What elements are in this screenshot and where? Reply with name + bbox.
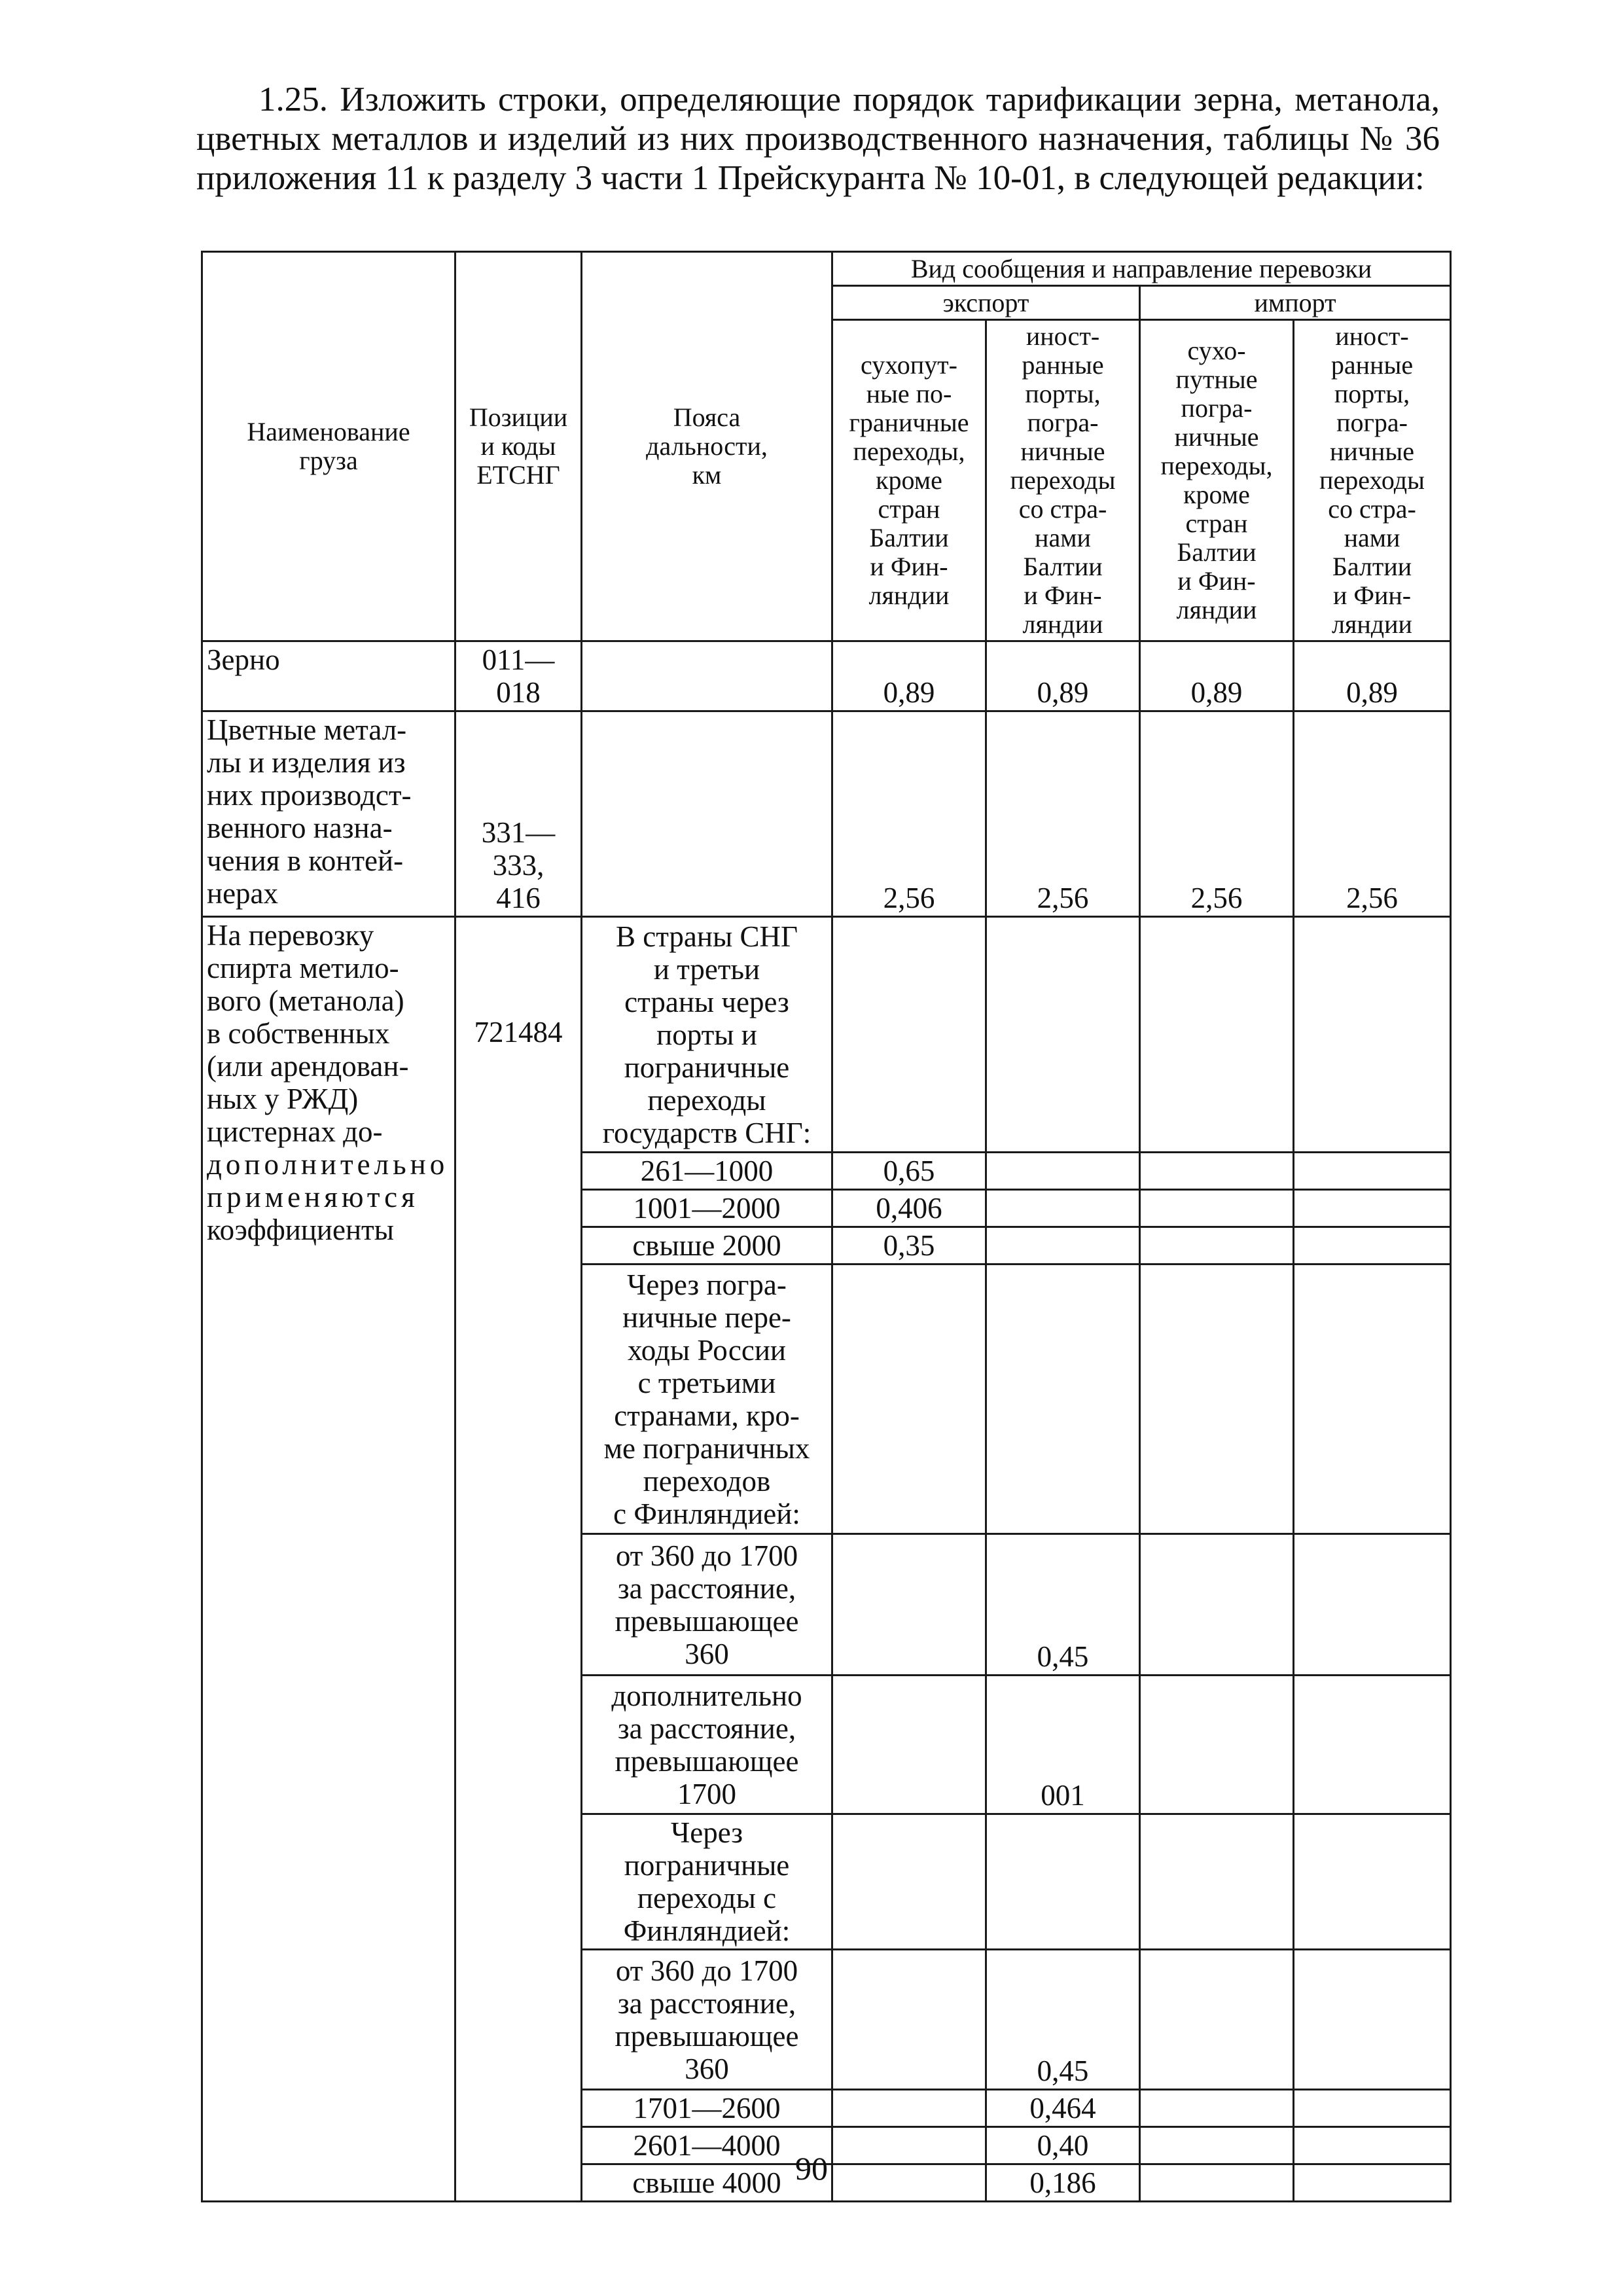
cargo-methanol-text-spaced: дополнительно применяются [207,1148,449,1213]
page-number: 90 [795,2150,828,2187]
value-metals-1: 2,56 [832,711,986,917]
cargo-metals: Цветные метал- лы и изделия из них производст- венного назна- чения в контей- нерах [202,711,455,917]
zone-row-9: свыше 4000 [582,2164,832,2202]
zone-finland-heading: Через пограничные переходы с Финляндией: [582,1814,832,1950]
empty-cell [832,1265,986,1534]
header-import-land: сухо- путные погра- ничные переходы, кроме стран Балтии и Фин- ляндии [1140,320,1294,641]
codes-methanol: 721484 [455,917,582,2202]
zone-row-2: 1001—2000 [582,1190,832,1227]
value-row-5: 001 [986,1676,1140,1814]
empty-cell [1294,2090,1451,2127]
empty-cell [1140,1814,1294,1950]
empty-cell [832,1950,986,2090]
zone-row-4: от 360 до 1700 за расстояние, превышающее 360 [582,1534,832,1676]
empty-cell [832,1534,986,1676]
empty-cell [1140,1534,1294,1676]
value-metals-4: 2,56 [1294,711,1451,917]
header-zones: Пояса дальности, км [582,252,832,641]
empty-cell [1294,1814,1451,1950]
zone-row-3: свыше 2000 [582,1227,832,1265]
cargo-grain: Зерно [202,641,455,711]
empty-cell [1294,1265,1451,1534]
empty-cell [832,917,986,1153]
header-codes: Позиции и коды ЕТСНГ [455,252,582,641]
value-row-3: 0,35 [832,1227,986,1265]
empty-cell [986,1814,1140,1950]
value-grain-1: 0,89 [832,641,986,711]
value-grain-4: 0,89 [1294,641,1451,711]
empty-cell [986,1265,1140,1534]
empty-cell [1140,1950,1294,2090]
value-row-8: 0,40 [986,2127,1140,2164]
empty-cell [1294,1676,1451,1814]
empty-cell [832,1814,986,1950]
value-row-6: 0,45 [986,1950,1140,2090]
header-shipment-type: Вид сообщения и направление перевозки [832,252,1451,286]
empty-cell [1140,1190,1294,1227]
value-metals-3: 2,56 [1140,711,1294,917]
intro-paragraph: 1.25. Изложить строки, определяющие порядок тарификации зерна, метанола, цветных металлов и изделий из них производственного назначения, таблицы № 36 приложения 11 к разделу 3 части 1 Прейскуранта № 10-01, в следующей редакции: [196,81,1440,197]
cargo-methanol-text: На перевозку спирта метило- вого (метанола) в собственных (или арендован- ных у РЖД) цистернах до- [207,919,409,1148]
value-row-7: 0,464 [986,2090,1140,2127]
header-cargo: Наименование груза [202,252,455,641]
header-import: импорт [1140,286,1451,320]
zone-row-7: 1701—2600 [582,2090,832,2127]
codes-metals: 331— 333, 416 [455,711,582,917]
empty-cell [832,2090,986,2127]
empty-cell [1140,1227,1294,1265]
value-row-2: 0,406 [832,1190,986,1227]
value-grain-3: 0,89 [1140,641,1294,711]
header-export-land: сухопут- ные по- граничные переходы, кроме стран Балтии и Фин- ляндии [832,320,986,641]
zone-row-6: от 360 до 1700 за расстояние, превышающее 360 [582,1950,832,2090]
zone-row-5: дополнительно за расстояние, превышающее 1700 [582,1676,832,1814]
value-row-1: 0,65 [832,1153,986,1190]
codes-grain: 011— 018 [455,641,582,711]
empty-cell [986,1190,1140,1227]
zone-cis-heading: В страны СНГ и третьи страны через порты и пограничные переходы государств СНГ: [582,917,832,1153]
empty-cell [1294,1153,1451,1190]
zone-metals [582,711,832,917]
empty-cell [1140,1676,1294,1814]
empty-cell [1294,1950,1451,2090]
empty-cell [832,1676,986,1814]
value-row-4: 0,45 [986,1534,1140,1676]
empty-cell [1294,1534,1451,1676]
empty-cell [986,1227,1140,1265]
empty-cell [1140,2090,1294,2127]
header-export: экспорт [832,286,1140,320]
header-import-ports: иност- ранные порты, погра- ничные переходы со стра- нами Балтии и Фин- ляндии [1294,320,1451,641]
cargo-methanol-text-end: коэффициенты [207,1213,394,1246]
zone-russia-heading: Через погра- ничные пере- ходы России с третьими странами, кро- ме пограничных переходов с Финляндией: [582,1265,832,1534]
zone-row-8: 2601—4000 [582,2127,832,2164]
empty-cell [1140,1265,1294,1534]
value-grain-2: 0,89 [986,641,1140,711]
value-metals-2: 2,56 [986,711,1140,917]
empty-cell [986,1153,1140,1190]
empty-cell [1294,1190,1451,1227]
value-row-9: 0,186 [986,2164,1140,2202]
empty-cell [986,917,1140,1153]
tariff-table [201,251,1452,2202]
cargo-methanol [202,917,455,2202]
empty-cell [1294,917,1451,1153]
empty-cell [1140,1153,1294,1190]
header-export-ports: иност- ранные порты, погра- ничные переходы со стра- нами Балтии и Фин- ляндии [986,320,1140,641]
empty-cell [1294,1227,1451,1265]
zone-grain [582,641,832,711]
empty-cell [1140,917,1294,1153]
zone-row-1: 261—1000 [582,1153,832,1190]
